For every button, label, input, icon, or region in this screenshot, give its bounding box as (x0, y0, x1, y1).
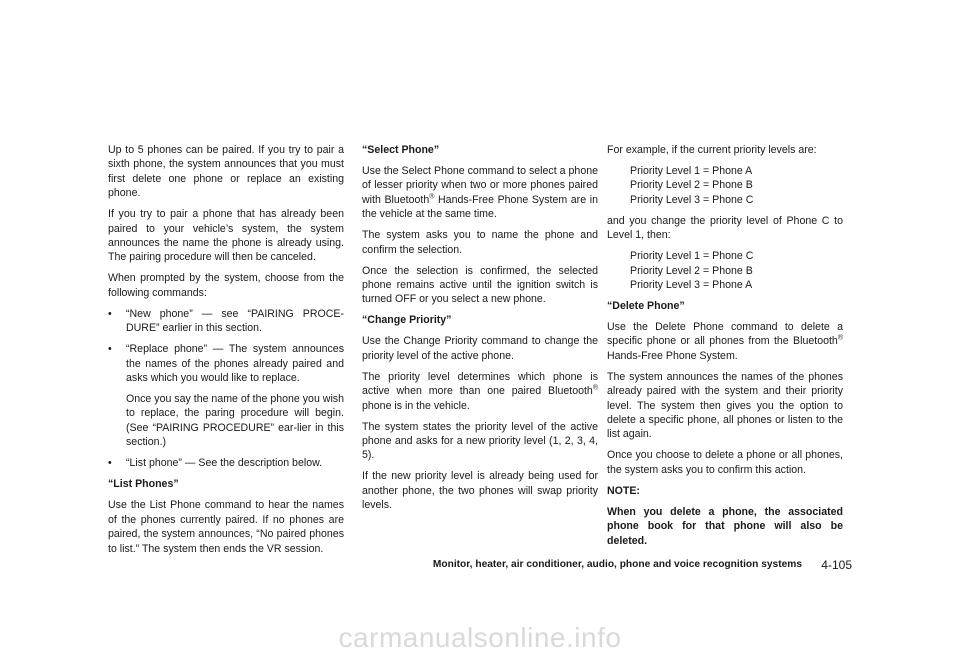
paragraph: The system asks you to name the phone and confirm the selection. (362, 229, 598, 256)
bullet-item (108, 456, 344, 470)
paragraph: When prompted by the system, choose from the following commands: (108, 272, 344, 299)
priority-line: Priority Level 3 = Phone C (630, 193, 754, 206)
text: Use the Delete Phone command to delete a specific phone or all phones from the Bluetooth (607, 321, 843, 348)
priority-line: Priority Level 3 = Phone A (630, 279, 753, 292)
paragraph: Once you choose to delete a phone or all phones, the system asks you to confirm this action. (607, 449, 843, 476)
page-number: 4-105 (821, 558, 852, 572)
bullet-text: “List phone” — See the description below. (126, 457, 323, 470)
bullet-icon: • (108, 307, 112, 320)
text: The priority level determines which phone is active when more than one paired Bluetooth (362, 370, 598, 398)
column-1 (108, 143, 344, 563)
paragraph: If you try to pair a phone that has already been paired to your vehicle’s system, the system announces the name the phone is already using. The pairing procedure will then be canceled. (108, 208, 344, 264)
paragraph (607, 320, 843, 363)
watermark-text: carmanualsonline.info (338, 622, 622, 653)
paragraph (362, 164, 598, 222)
bullet-text: “New phone” — see “PAIRING PROCE-DURE” earlier in this section. (126, 307, 344, 335)
priority-list (607, 249, 843, 292)
priority-line: Priority Level 1 = Phone A (630, 165, 753, 177)
text: Hands-Free Phone System. (607, 349, 738, 362)
paragraph: Once the selection is confirmed, the selected phone remains active until the ignition switch is turned OFF or you select a new phone. (362, 264, 598, 306)
section-title: Monitor, heater, air conditioner, audio, phone and voice recognition systems (432, 559, 802, 570)
paragraph: For example, if the current priority levels are: (607, 144, 817, 156)
column-2 (362, 143, 598, 519)
paragraph: Use the Change Priority command to change the priority level of the active phone. (362, 335, 598, 362)
registered-mark: ® (837, 334, 843, 342)
bullet-item (108, 342, 344, 385)
text: Use the Select Phone command to select a phone of lesser priority when two or more phones paired with Bluetooth (362, 165, 598, 206)
section-heading: “Delete Phone” (607, 300, 685, 313)
text: phone is in the vehicle. (362, 399, 470, 412)
paragraph: If the new priority level is already being used for another phone, the two phones will swap priority levels. (362, 470, 598, 512)
paragraph: The system announces the names of the phones already paired with the system and their priority level. The system then gives you the option to delete a specific phone, all phones or listen to the list again. (607, 370, 843, 441)
bullet-text: “Replace phone” — The system announces the names of the phones already paired and asks which you would like to replace. (126, 343, 344, 385)
paragraph: Up to 5 phones can be paired. If you try to pair a sixth phone, the system announces that you must first delete one phone or replace an existing phone. (108, 144, 344, 200)
paragraph (362, 370, 598, 413)
bullet-continuation: Once you say the name of the phone you wish to replace, the paring procedure will begin. (See “PAIRING PROCEDURE” ear-lier in this section.) (126, 393, 344, 449)
priority-list (607, 164, 843, 207)
priority-line: Priority Level 1 = Phone C (630, 250, 754, 263)
paragraph: The system states the priority level of the active phone and asks for a new priority level (1, 2, 3, 4, 5). (362, 420, 598, 462)
priority-line: Priority Level 2 = Phone B (630, 264, 753, 277)
paragraph: and you change the priority level of Phone C to Level 1, then: (607, 214, 843, 242)
paragraph: Use the List Phone command to hear the names of the phones currently paired. If no phones are paired, the system announces, “No paired phones to list.” The system then ends the VR session. (108, 499, 344, 555)
section-heading: “Change Priority” (362, 314, 452, 327)
priority-line: Priority Level 2 = Phone B (630, 179, 753, 192)
bullet-item (108, 307, 344, 336)
page-footer (0, 558, 960, 574)
column-3 (607, 143, 843, 548)
text: Hands-Free Phone System are in the vehicle at the same time. (362, 193, 598, 221)
section-heading: “List Phones” (108, 478, 179, 491)
bullet-icon: • (108, 343, 112, 356)
note-text: When you delete a phone, the associated phone book for that phone will also be deleted. (607, 505, 843, 547)
note-label: NOTE: (607, 484, 640, 497)
registered-mark: ® (429, 193, 435, 201)
section-heading: “Select Phone” (362, 144, 440, 156)
bullet-icon: • (108, 457, 112, 470)
registered-mark: ® (592, 384, 598, 392)
